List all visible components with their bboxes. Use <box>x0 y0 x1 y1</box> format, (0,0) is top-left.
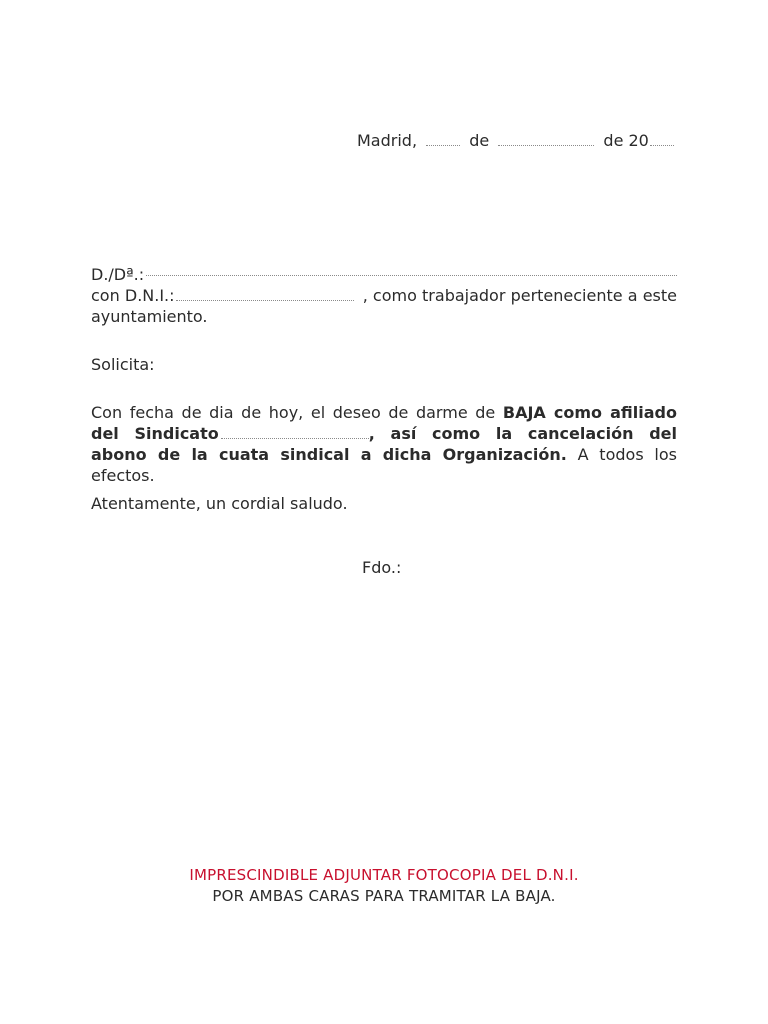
name-label: D./Dª.: <box>91 265 145 284</box>
name-blank <box>146 275 677 276</box>
notice-line-2: POR AMBAS CARAS PARA TRAMITAR LA BAJA. <box>212 887 556 905</box>
request-bold-1: BAJA como afiliado del Sindicato <box>91 403 678 443</box>
name-line <box>91 264 677 285</box>
dni-label: con D.N.I.: <box>91 286 175 305</box>
dni-paragraph <box>91 285 677 327</box>
request-paragraph <box>91 402 677 486</box>
solicita-heading: Solicita: <box>91 355 155 374</box>
date-line <box>357 131 677 151</box>
signature-label: Fdo.: <box>362 558 402 577</box>
request-bold-2: , así como la cancelación del abono de la cuata sindical a dicha Organización. <box>91 424 677 464</box>
dni-suffix: , como trabajador perteneciente a este ayuntamiento. <box>91 286 677 326</box>
closing-text: Atentamente, un cordial saludo. <box>91 494 348 513</box>
year-blank <box>650 144 674 146</box>
dni-blank <box>176 299 354 301</box>
request-outro: A todos los efectos. <box>91 445 677 485</box>
notice-block <box>0 865 768 907</box>
city-label: Madrid, <box>357 131 418 150</box>
de-20-label: de 20 <box>603 131 649 150</box>
notice-line-1: IMPRESCINDIBLE ADJUNTAR FOTOCOPIA DEL D.N.I. <box>189 866 579 884</box>
union-blank <box>221 437 369 439</box>
day-blank <box>426 144 460 146</box>
de-label-1: de <box>469 131 490 150</box>
month-blank <box>498 144 594 146</box>
request-intro: Con fecha de dia de hoy, el deseo de darme de <box>91 403 503 422</box>
